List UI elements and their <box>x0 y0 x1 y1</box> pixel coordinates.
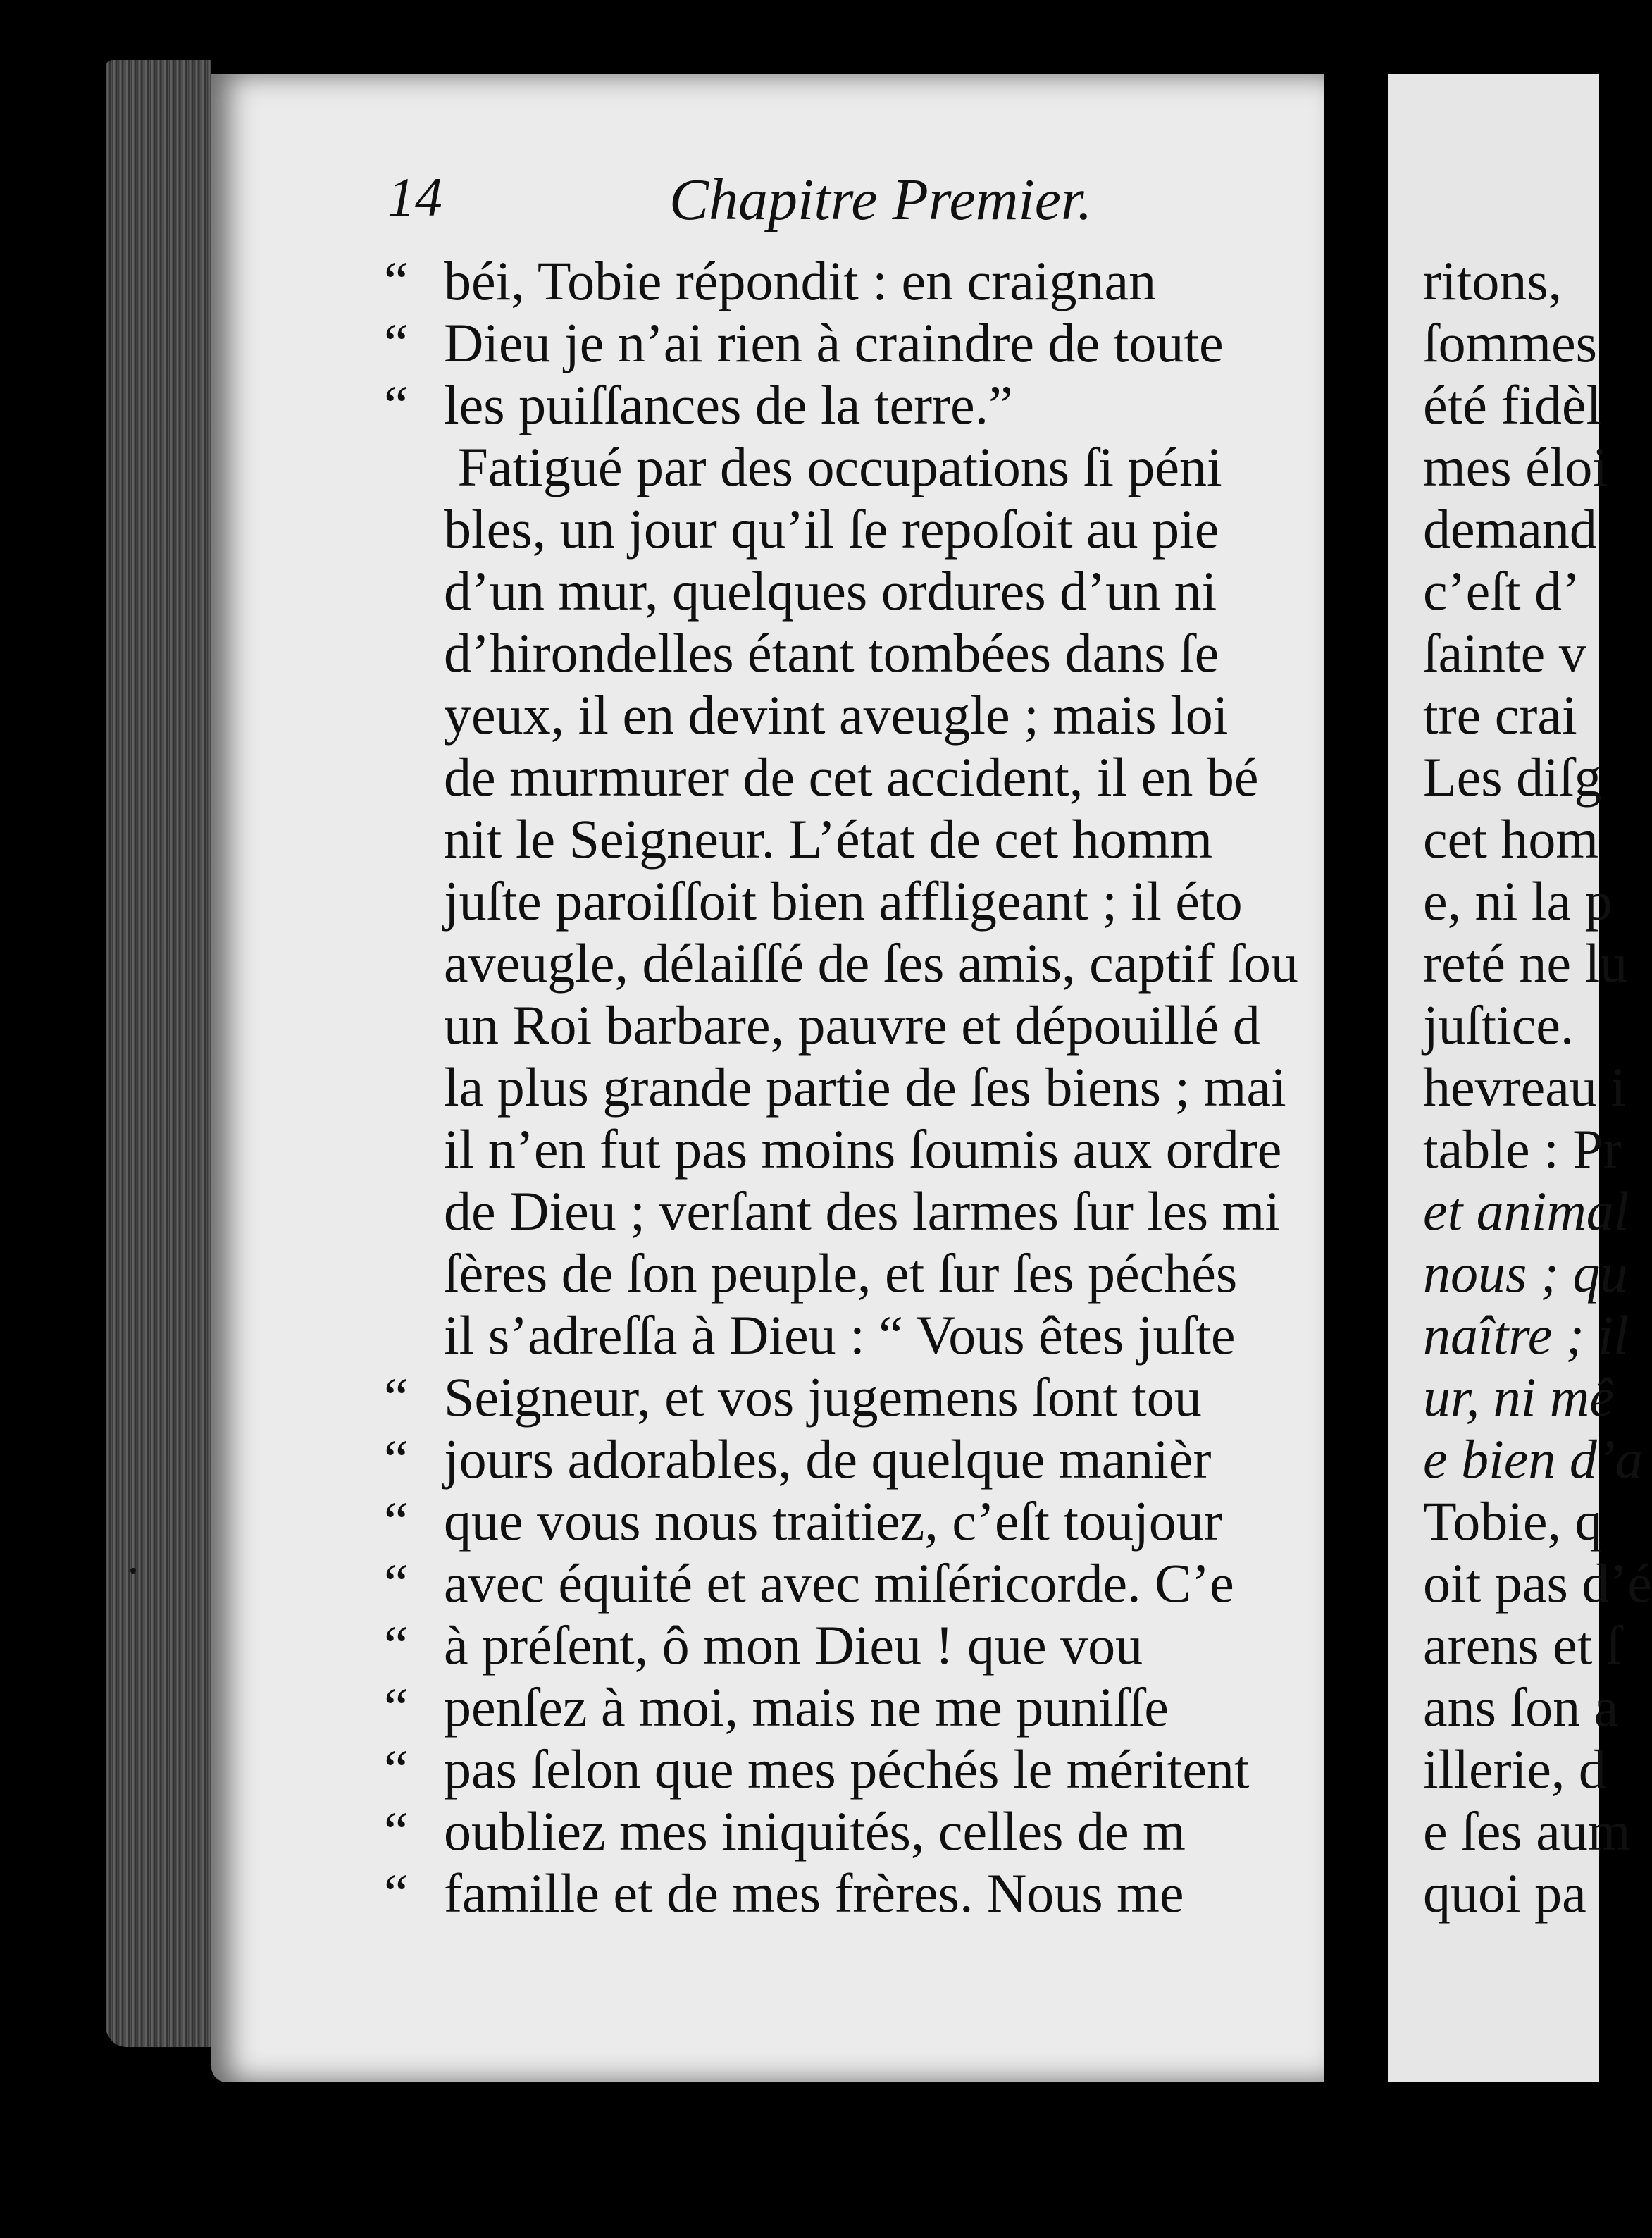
text-line <box>384 1118 1335 1180</box>
line-text: aveugle, délaiſſé de ſes amis, captif ſou <box>444 932 1298 994</box>
line-text: à préſent, ô mon Dieu ! que vou <box>444 1614 1143 1676</box>
line-text: yeux, il en devint aveugle ; mais loi <box>444 684 1229 746</box>
text-line <box>384 870 1335 932</box>
right-text-line: c’eſt d’ <box>1423 560 1581 622</box>
right-text-line: Les diſg <box>1423 746 1602 808</box>
text-line <box>384 1180 1335 1242</box>
right-page <box>1388 74 1652 2082</box>
line-text: oubliez mes iniquités, celles de m <box>444 1800 1186 1862</box>
right-text-line: ſainte v <box>1423 622 1586 684</box>
text-line <box>384 684 1335 746</box>
right-text-line: Tobie, q <box>1423 1490 1603 1552</box>
text-line <box>384 1304 1335 1366</box>
line-text: Fatigué par des occupations ſi péni <box>444 436 1222 497</box>
quote-mark: “ <box>384 1490 409 1552</box>
text-line <box>384 808 1335 870</box>
right-text-line: ſommes <box>1423 312 1597 373</box>
text-line <box>384 250 1335 312</box>
text-line <box>384 1366 1335 1428</box>
line-text: avec équité et avec miſéricorde. C’e <box>444 1552 1234 1614</box>
text-line <box>384 1614 1335 1676</box>
right-text-line: e ſes aum <box>1423 1800 1631 1862</box>
text-line <box>384 1738 1335 1800</box>
line-text: un Roi barbare, pauvre et dépouillé d <box>444 994 1260 1056</box>
line-text: il n’en fut pas moins ſoumis aux ordre <box>444 1118 1282 1180</box>
line-text: béi, Tobie répondit : en craignan <box>444 250 1157 311</box>
text-line <box>384 932 1335 994</box>
line-text: nit le Seigneur. L’état de cet homm <box>444 808 1213 870</box>
right-text-line: oit pas d’é <box>1423 1552 1652 1614</box>
right-text-line: quoi pa <box>1423 1862 1586 1924</box>
line-text: ſères de ſon peuple, et ſur ſes péchés <box>444 1242 1238 1304</box>
running-title: Chapitre Premier. <box>669 167 1093 233</box>
line-text: de Dieu ; verſant des larmes ſur les mi <box>444 1180 1280 1242</box>
line-text: les puiſſances de la terre.” <box>444 374 1013 435</box>
text-line <box>384 1676 1335 1738</box>
quote-mark: “ <box>384 1366 409 1428</box>
right-text-line: juſtice. <box>1423 994 1575 1056</box>
line-text: penſez à moi, mais ne me puniſſe <box>444 1676 1169 1738</box>
right-text-block <box>1423 250 1652 1924</box>
right-text-line: reté ne lu <box>1423 932 1628 994</box>
line-text: jours adorables, de quelque manièr <box>444 1428 1212 1490</box>
line-text: juſte paroiſſoit bien affligeant ; il éto <box>444 870 1243 932</box>
text-line <box>384 1490 1335 1552</box>
quote-mark: “ <box>384 1676 409 1738</box>
text-line <box>384 622 1335 684</box>
line-text: bles, un jour qu’il ſe repoſoit au pie <box>444 498 1219 560</box>
line-text: Dieu je n’ai rien à craindre de toute <box>444 312 1224 373</box>
right-text-line: et animal <box>1423 1180 1629 1242</box>
text-line <box>384 1056 1335 1118</box>
text-line <box>384 374 1335 436</box>
right-text-line: cet hom <box>1423 808 1599 870</box>
right-text-line: ur, ni mê <box>1423 1366 1614 1428</box>
text-line <box>384 436 1335 498</box>
line-text: il s’adreſſa à Dieu : “ Vous êtes juſte <box>444 1304 1236 1366</box>
text-line <box>384 1552 1335 1614</box>
quote-mark: “ <box>384 1428 409 1490</box>
text-line <box>384 746 1335 808</box>
line-text: de murmurer de cet accident, il en bé <box>444 746 1259 808</box>
line-text: d’un mur, quelques ordures d’un ni <box>444 560 1217 622</box>
text-line <box>384 498 1335 560</box>
left-page <box>211 74 1324 2082</box>
right-text-line: illerie, d <box>1423 1738 1606 1800</box>
line-text: d’hirondelles étant tombées dans ſe <box>444 622 1219 684</box>
right-text-line: e, ni la p <box>1423 870 1613 932</box>
book-fore-edge <box>106 60 211 2047</box>
quote-mark: “ <box>384 1738 409 1800</box>
left-text-block <box>384 250 1335 1924</box>
text-line <box>384 1242 1335 1304</box>
right-text-line: ans ſon a <box>1423 1676 1619 1738</box>
right-text-line: arens et ſ <box>1423 1614 1622 1676</box>
quote-mark: “ <box>384 1862 409 1924</box>
paper-speck <box>130 1568 136 1574</box>
text-line <box>384 1862 1335 1924</box>
right-text-line: mes éloi <box>1423 436 1608 497</box>
quote-mark: “ <box>384 250 409 311</box>
quote-mark: “ <box>384 1552 409 1614</box>
quote-mark: “ <box>384 1800 409 1862</box>
page-header <box>387 166 1303 250</box>
right-text-line: naître ; il <box>1423 1304 1629 1366</box>
right-text-line: table : Pr <box>1423 1118 1622 1180</box>
quote-mark: “ <box>384 312 409 373</box>
text-line <box>384 1800 1335 1862</box>
text-line <box>384 1428 1335 1490</box>
text-line <box>384 312 1335 374</box>
right-text-line: hevreau i <box>1423 1056 1627 1118</box>
line-text: famille et de mes frères. Nous me <box>444 1862 1184 1924</box>
right-text-line: demand <box>1423 498 1597 560</box>
quote-mark: “ <box>384 1614 409 1676</box>
line-text: pas ſelon que mes péchés le méritent <box>444 1738 1250 1800</box>
line-text: Seigneur, et vos jugemens ſont tou <box>444 1366 1202 1428</box>
right-text-line: ritons, <box>1423 250 1563 311</box>
text-line <box>384 994 1335 1056</box>
quote-mark: “ <box>384 374 409 435</box>
line-text: que vous nous traitiez, c’eſt toujour <box>444 1490 1222 1552</box>
page-number: 14 <box>387 166 442 228</box>
right-text-line: été fidèl <box>1423 374 1602 435</box>
right-text-line: e bien d’a <box>1423 1428 1643 1490</box>
text-line <box>384 560 1335 622</box>
right-text-line: nous ; qu <box>1423 1242 1628 1304</box>
line-text: la plus grande partie de ſes biens ; mai <box>444 1056 1286 1118</box>
right-text-line: tre crai <box>1423 684 1577 746</box>
